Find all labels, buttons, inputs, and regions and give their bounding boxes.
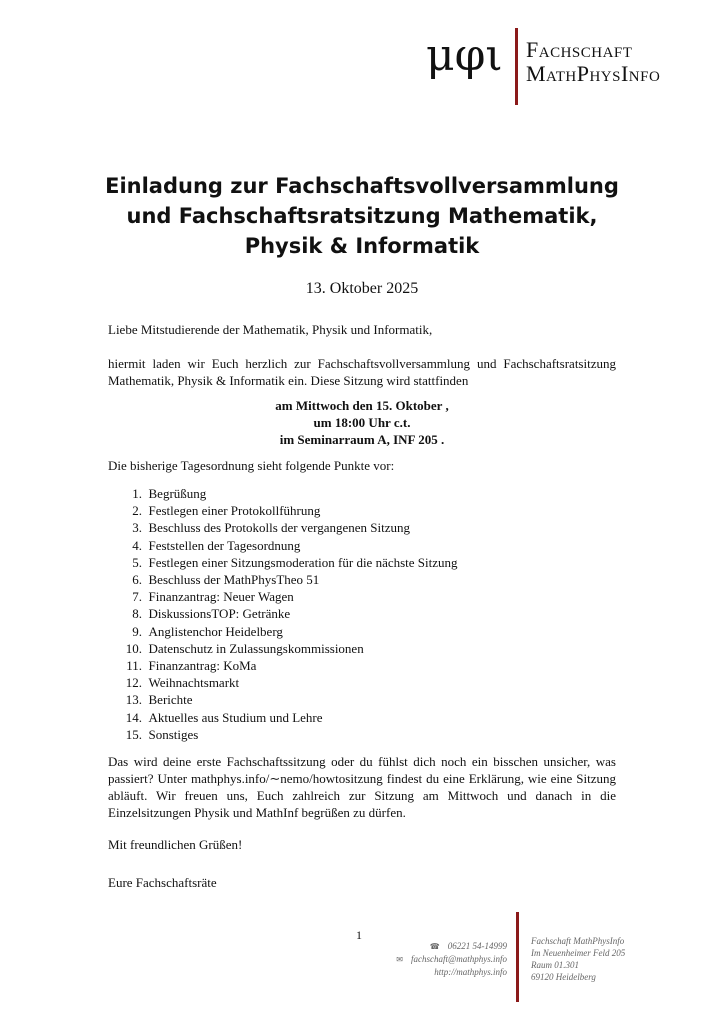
agenda-item: 2. Festlegen einer Protokollführung <box>132 503 321 519</box>
logo-line-1: Fachschaft <box>526 37 633 62</box>
agenda-item: 4. Feststellen der Tagesordnung <box>132 537 301 553</box>
mpi-logo-mark: μφι <box>426 30 503 81</box>
agenda-item: 15. Sonstiges <box>125 726 199 742</box>
agenda-item: 3. Beschluss des Protokolls der vergangenen Sitzung <box>132 520 411 536</box>
footer-address <box>531 935 625 983</box>
title-line-1: Einladung zur Fachschaftsvollversammlung <box>105 174 619 198</box>
meeting-details <box>108 397 616 448</box>
agenda-item: 6. Beschluss der MathPhysTheo 51 <box>132 572 320 588</box>
agenda-item: 11. Finanzantrag: KoMa <box>126 658 257 674</box>
logo-text <box>526 38 660 86</box>
document-title <box>70 171 654 261</box>
address-line: Im Neuenheimer Feld 205 <box>531 948 626 958</box>
signature: Eure Fachschaftsräte <box>108 875 217 890</box>
agenda-item: 14. Aktuelles aus Studium und Lehre <box>125 709 323 725</box>
intro-paragraph: hiermit laden wir Euch herzlich zur Fachschaftsvollversammlung und Fachschaftsratsitzung Mathematik, Physik & Informatik ein. Diese Sitzung wird stattfinden <box>108 356 616 388</box>
agenda-list <box>108 485 458 743</box>
document-date: 13. Oktober 2025 <box>305 280 419 297</box>
meeting-place: im Seminarraum A, INF 205 . <box>279 432 445 447</box>
agenda-item: 10. Datenschutz in Zulassungskommissionen <box>125 640 364 656</box>
agenda-item: 8. DiskussionsTOP: Getränke <box>132 606 291 622</box>
page-number: 1 <box>356 928 362 942</box>
logo-divider <box>515 28 518 105</box>
footer-contact <box>396 940 507 978</box>
agenda-item: 1. Begrüßung <box>132 486 207 501</box>
footer-divider <box>516 912 519 1002</box>
footer-web[interactable]: http://mathphys.info <box>434 967 507 977</box>
agenda-item: 5. Festlegen einer Sitzungsmoderation für die nächste Sitzung <box>132 554 458 570</box>
footer-email[interactable]: fachschaft@mathphys.info <box>410 954 507 964</box>
address-line: 69120 Heidelberg <box>531 972 596 982</box>
closing-paragraph: Das wird deine erste Fachschaftssitzung oder du fühlst dich noch ein bisschen unsicher, was passiert? Unter mathphys.info/∼nemo/howtositzung findest du eine Erklärung, wie eine Sitzung abläuft. Wir freuen uns, Euch zahlreich zur Sitzung am Mittwoch und danach in die Einzelsitzungen Physik und MathInf begrüßen zu dürfen. <box>108 754 616 820</box>
salutation: Liebe Mitstudierende der Mathematik, Physik und Informatik, <box>108 322 433 337</box>
title-line-3: Physik & Informatik <box>244 234 480 258</box>
address-line: Fachschaft MathPhysInfo <box>531 936 625 946</box>
address-line: Raum 01.301 <box>531 960 579 970</box>
email-icon: ✉ <box>396 955 403 964</box>
logo-line-2: MathPhysInfo <box>526 61 661 86</box>
meeting-day: am Mittwoch den 15. Oktober , <box>275 398 449 413</box>
agenda-intro: Die bisherige Tagesordnung sieht folgende Punkte vor: <box>108 458 395 473</box>
agenda-item: 12. Weihnachtsmarkt <box>125 675 240 691</box>
meeting-time: um 18:00 Uhr c.t. <box>313 415 411 430</box>
greeting: Mit freundlichen Grüßen! <box>108 837 243 852</box>
title-line-2: und Fachschaftsratsitzung Mathematik, <box>126 204 598 228</box>
agenda-item: 13. Berichte <box>125 692 193 708</box>
phone-icon: ☎ <box>429 942 440 951</box>
agenda-item: 9. Anglistenchor Heidelberg <box>132 623 283 639</box>
agenda-item: 7. Finanzantrag: Neuer Wagen <box>132 589 294 605</box>
footer-phone: 06221 54-14999 <box>447 941 507 951</box>
